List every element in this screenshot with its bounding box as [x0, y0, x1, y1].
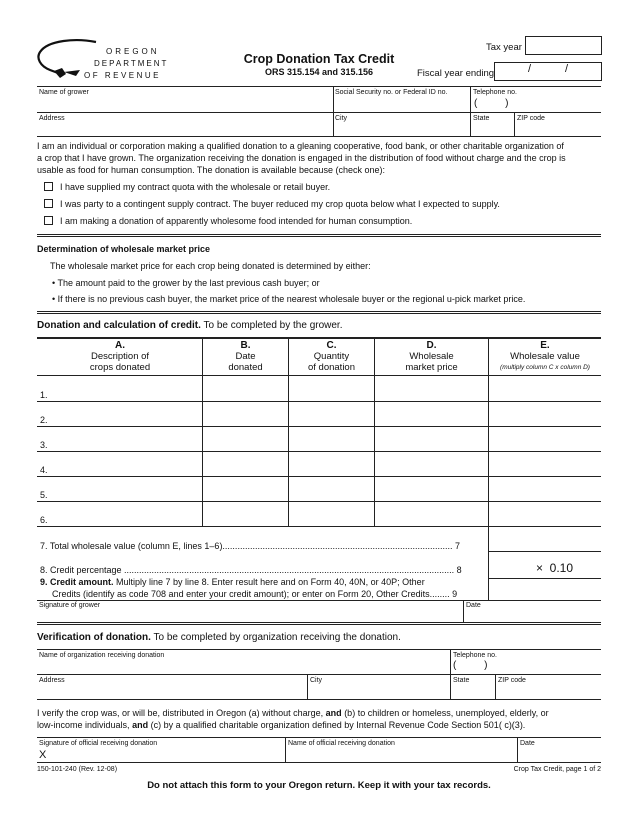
wholesale-bullet-1: • The amount paid to the grower by the last previous cash buyer; or: [52, 278, 320, 288]
rule: [37, 699, 601, 700]
row-number: 1.: [40, 390, 48, 400]
grower-address-label: Address: [39, 115, 65, 122]
logo-line-3: OF REVENUE: [84, 71, 162, 80]
table-row[interactable]: [38, 477, 601, 502]
row-number: 6.: [40, 515, 48, 525]
col-c-line1: Quantity: [313, 351, 350, 362]
row-number: 2.: [40, 415, 48, 425]
col-e-letter: E.: [540, 340, 550, 351]
fiscal-year-field[interactable]: [494, 62, 602, 81]
table-row[interactable]: [38, 427, 601, 452]
col-a-line1: Description of: [90, 351, 150, 362]
line-9b: Credits (identify as code 708 and enter your credit amount); or enter on Form 20, Other Credits........ 9: [52, 589, 458, 599]
line-7-total: 7. Total wholesale value (column E, lines 1–6)............................................................................................ 7: [40, 541, 460, 551]
row-number: 4.: [40, 465, 48, 475]
verify-1-and: and: [325, 708, 342, 718]
grower-date-label: Date: [466, 602, 481, 609]
page-indicator: Crop Tax Credit, page 1 of 2: [513, 766, 601, 773]
line-9-field[interactable]: [489, 579, 601, 600]
row-number: 3.: [40, 440, 48, 450]
column-header-b: [203, 340, 288, 373]
line-8-credit-percentage: 8. Credit percentage .................................................................................................................................... 8: [40, 565, 462, 575]
col-e-line2: (multiply column C x column D): [500, 364, 590, 371]
table-row[interactable]: [38, 502, 601, 527]
tax-year-field[interactable]: [525, 36, 602, 55]
org-address-label: Address: [39, 677, 65, 684]
grower-name-field[interactable]: [38, 97, 332, 111]
form-subtitle: ORS 315.154 and 315.156: [264, 67, 374, 77]
fiscal-year-label: Fiscal year ending: [417, 68, 495, 79]
grower-signature-field[interactable]: [38, 610, 462, 622]
official-name-field[interactable]: [286, 748, 516, 761]
org-state-label: State: [453, 677, 470, 684]
col-e-line1: Wholesale value: [510, 351, 580, 362]
official-signature-label: Signature of official receiving donation: [39, 740, 158, 747]
verify-2-and: and: [132, 720, 149, 730]
divider: [307, 674, 308, 699]
official-date-label: Date: [520, 740, 535, 747]
fiscal-slash-1: /: [528, 63, 532, 75]
col-c-letter: C.: [326, 340, 337, 351]
donation-heading-rest: To be completed by the grower.: [203, 320, 343, 331]
checkbox-wholesome-food[interactable]: [44, 216, 53, 225]
wholesale-bullet-2: • If there is no previous cash buyer, the market price of the nearest wholesale buyer or the regional u-pick market price.: [52, 294, 526, 304]
check-label-1: I have supplied my contract quota with the wholesale or retail buyer.: [60, 182, 331, 192]
grower-phone-paren: ( ): [474, 98, 509, 109]
line-9a: [40, 576, 425, 588]
divider: [463, 600, 464, 622]
check-label-3: I am making a donation of apparently wholesome food intended for human consumption.: [60, 216, 413, 226]
signature-x: X: [39, 749, 47, 761]
rule: [37, 600, 601, 601]
table-row[interactable]: [38, 452, 601, 477]
verify-2a: low-income individuals,: [37, 720, 130, 730]
form-title: Crop Donation Tax Credit: [243, 52, 395, 66]
rule: [488, 551, 601, 552]
verification-heading-rest: To be completed by organization receiving the donation.: [153, 632, 401, 643]
org-zip-label: ZIP code: [498, 677, 526, 684]
col-b-line2: donated: [228, 362, 263, 373]
col-d-letter: D.: [426, 340, 437, 351]
row-number: 5.: [40, 490, 48, 500]
footer-notice: Do not attach this form to your Oregon return. Keep it with your tax records.: [147, 780, 491, 791]
section-rule: [37, 234, 601, 237]
col-a-letter: A.: [115, 340, 125, 351]
org-phone-paren: ( ): [453, 660, 488, 671]
table-top-rule: [37, 337, 601, 339]
col-b-line1: Date: [235, 351, 256, 362]
rule: [37, 86, 601, 87]
column-header-d: [375, 340, 488, 373]
col-d-line1: Wholesale: [409, 351, 454, 362]
grower-city-label: City: [335, 115, 348, 122]
org-address-field[interactable]: [38, 685, 306, 698]
table-row[interactable]: [38, 402, 601, 427]
org-name-field[interactable]: [38, 660, 449, 674]
rule: [37, 649, 601, 650]
logo-line-2: DEPARTMENT: [94, 59, 169, 68]
line-9-rest: Multiply line 7 by line 8. Enter result here and on Form 40, 40N, or 40P; Other: [116, 577, 425, 587]
column-header-e: [489, 340, 601, 373]
table-row[interactable]: [38, 376, 601, 401]
verification-heading-bold: Verification of donation.: [37, 632, 151, 643]
verify-1b: (b) to children or homeless, unemployed, elderly, or: [344, 708, 549, 718]
rule: [37, 136, 601, 137]
check-label-2: I was party to a contingent supply contract. The buyer reduced my crop quota below what I expected to supply.: [60, 199, 500, 209]
grower-signature-label: Signature of grower: [39, 602, 101, 609]
grower-address-field[interactable]: [38, 123, 332, 135]
checkbox-quota-supplied[interactable]: [44, 182, 53, 191]
grower-zip-label: ZIP code: [517, 115, 545, 122]
divider: [495, 674, 496, 699]
official-name-label: Name of official receiving donation: [288, 740, 395, 747]
wholesale-intro: The wholesale market price for each crop being donated is determined by either:: [50, 261, 371, 271]
column-header-c: [289, 340, 374, 373]
org-phone-label: Telephone no.: [453, 652, 497, 659]
ssn-label: Social Security no. or Federal ID no.: [335, 89, 448, 96]
verify-line-1: [37, 707, 549, 719]
divider: [470, 86, 471, 136]
verification-heading: [37, 632, 401, 644]
donation-heading: [37, 320, 343, 332]
section-rule: [37, 311, 601, 314]
org-name-label: Name of organization receiving donation: [39, 652, 165, 659]
fiscal-slash-2: /: [565, 63, 569, 75]
org-city-label: City: [310, 677, 323, 684]
official-date-field[interactable]: [518, 748, 600, 761]
divider: [333, 86, 334, 136]
form-number: 150-101-240 (Rev. 12-08): [37, 766, 118, 773]
donation-heading-bold: Donation and calculation of credit.: [37, 320, 201, 331]
checkbox-contingent-contract[interactable]: [44, 199, 53, 208]
verify-2b: (c) by a qualified charitable organization defined by Internal Revenue Code Section 501( c)(3).: [150, 720, 526, 730]
line-7-field[interactable]: [489, 530, 601, 551]
rule: [37, 112, 601, 113]
verify-line-2: [37, 719, 525, 731]
col-a-line2: crops donated: [89, 362, 151, 373]
line-8-value: × 0.10: [536, 561, 574, 575]
rule: [37, 674, 601, 675]
section-rule: [37, 622, 601, 625]
grower-state-label: State: [473, 115, 490, 122]
wholesale-heading: Determination of wholesale market price: [37, 244, 211, 254]
line-9-bold: 9. Credit amount.: [40, 577, 114, 587]
rule: [37, 526, 601, 527]
official-signature-field[interactable]: [50, 748, 284, 761]
ssn-field[interactable]: [334, 97, 469, 111]
col-b-letter: B.: [240, 340, 251, 351]
verify-1a: I verify the crop was, or will be, distributed in Oregon (a) without charge,: [37, 708, 324, 718]
agency-logo: [36, 38, 169, 82]
grower-name-label: Name of grower: [39, 89, 89, 96]
logo-line-1: OREGON: [106, 47, 160, 56]
grower-phone-label: Telephone no.: [473, 89, 517, 96]
rule: [37, 762, 601, 763]
tax-year-label: Tax year: [486, 42, 522, 53]
intro-line-1: I am an individual or corporation making a qualified donation to a gleaning cooperative, food bank, or other charitable organization of: [37, 141, 564, 151]
column-header-a: [38, 340, 202, 373]
intro-line-2: a crop that I have grown. The organization receiving the donation is engaged in the distribution of food without charge and the crop is: [37, 153, 566, 163]
col-d-line2: market price: [405, 362, 458, 373]
col-c-line2: of donation: [307, 362, 355, 373]
divider: [514, 112, 515, 136]
intro-line-3: usable as food for human consumption. The donation is available because (check one):: [37, 165, 386, 175]
